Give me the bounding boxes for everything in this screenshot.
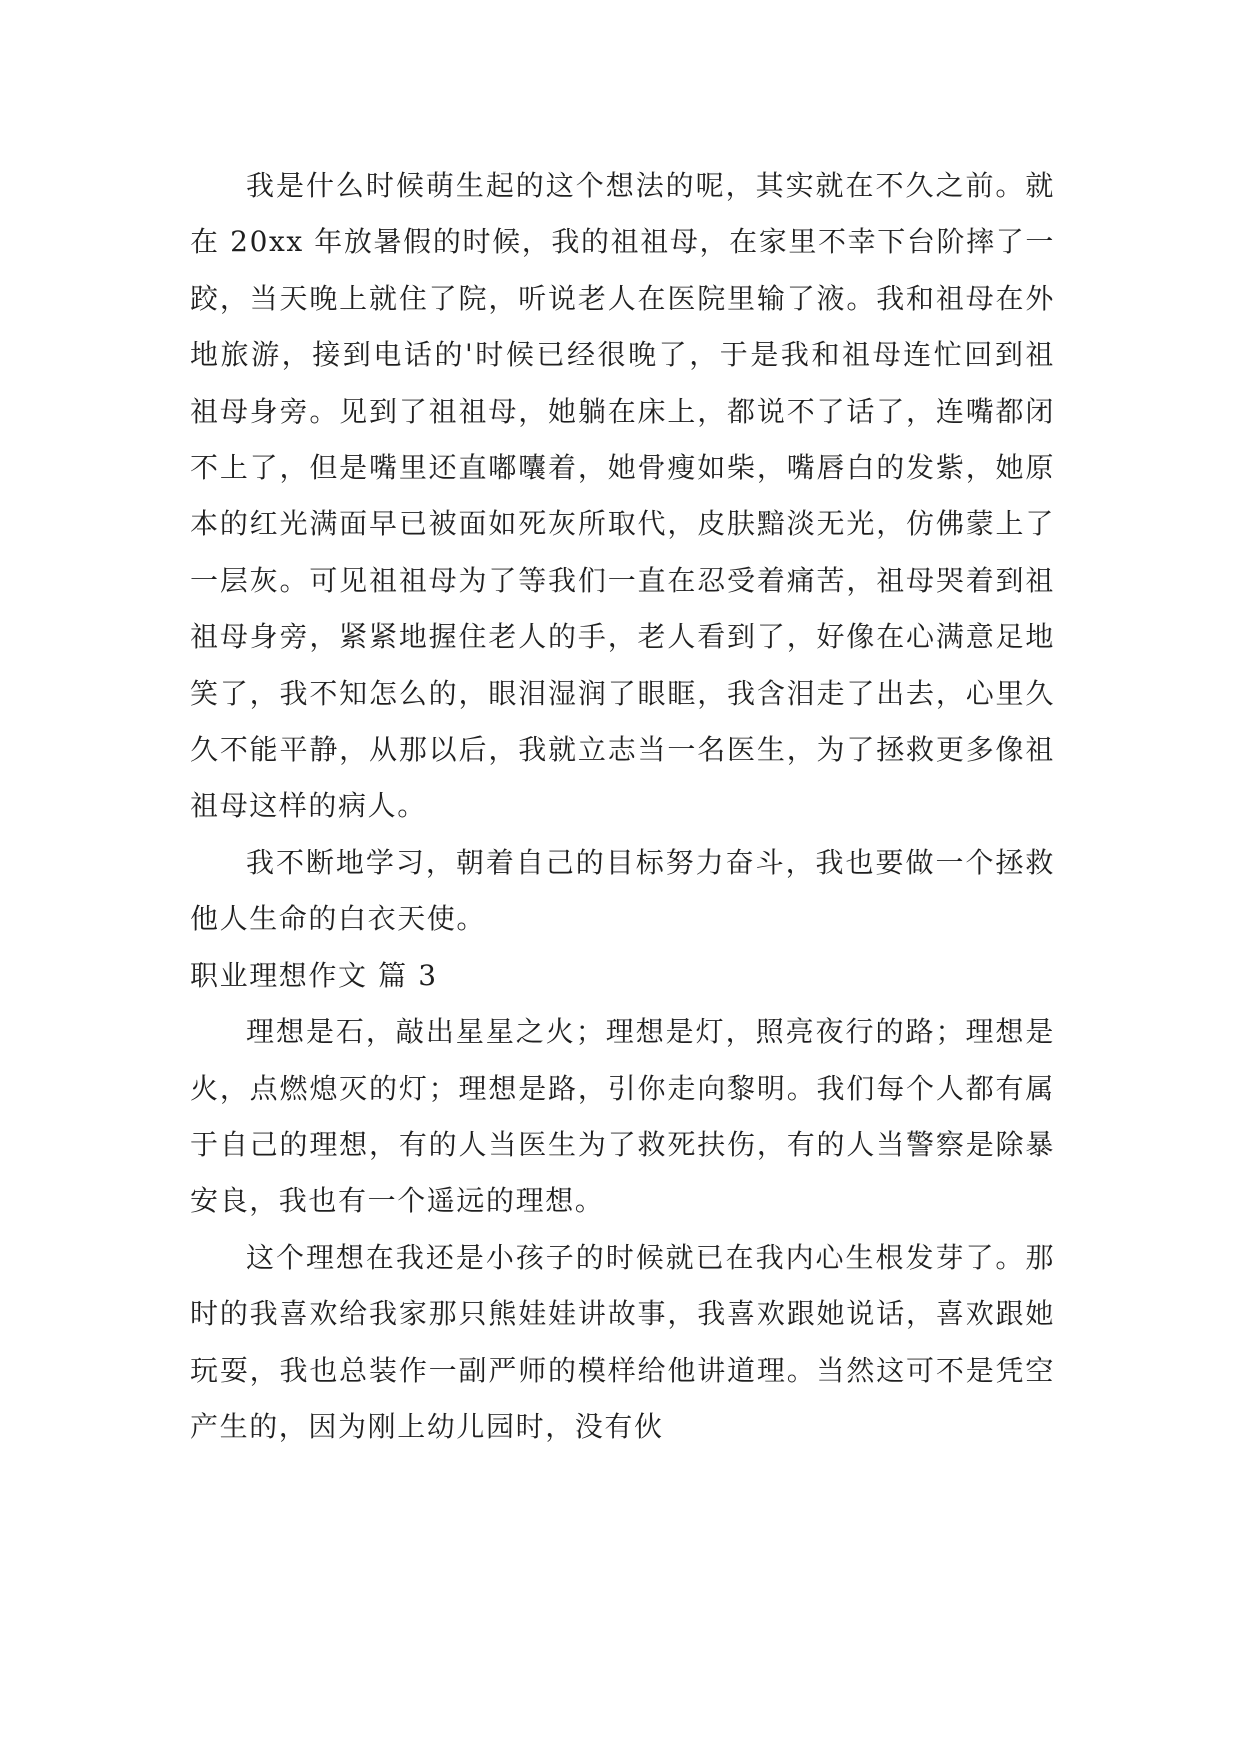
paragraph-grandmother-story: 我是什么时候萌生起的这个想法的呢，其实就在不久之前。就在 20xx 年放暑假的时候，我的祖祖母，在家里不幸下台阶摔了一跤，当天晚上就住了院，听说老人在医院里输了液。我和祖母在外地旅游，接到电话的'时候已经很晚了，于是我和祖母连忙回到祖祖母身旁。见到了祖祖母，她躺在床上，都说不了话了，连嘴都闭不上了，但是嘴里还直嘟囔着，她骨瘦如柴，嘴唇白的发紫，她原本的红光满面早已被面如死灰所取代，皮肤黯淡无光，仿佛蒙上了一层灰。可见祖祖母为了等我们一直在忍受着痛苦，祖母哭着到祖祖母身旁，紧紧地握住老人的手，老人看到了，好像在心满意足地笑了，我不知怎么的，眼泪湿润了眼眶，我含泪走了出去，心里久久不能平静，从那以后，我就立志当一名医生，为了拯救更多像祖祖母这样的病人。 xyxy=(190,169,1055,823)
document-body xyxy=(190,158,1055,1455)
paragraph-ideals-metaphor: 理想是石，敲出星星之火；理想是灯，照亮夜行的路；理想是火，点燃熄灭的灯；理想是路，引你走向黎明。我们每个人都有属于自己的理想，有的人当医生为了救死扶伤，有的人当警察是除暴安良，我也有一个遥远的理想。 xyxy=(190,1015,1055,1218)
paragraph-childhood-dream: 这个理想在我还是小孩子的时候就已在我内心生根发芽了。那时的我喜欢给我家那只熊娃娃讲故事，我喜欢跟她说话，喜欢跟她玩耍，我也总装作一副严师的模样给他讲道理。当然这可不是凭空产生的，因为刚上幼儿园时，没有伙 xyxy=(190,1240,1055,1443)
paragraph-study-goal: 我不断地学习，朝着自己的目标努力奋斗，我也要做一个拯救他人生命的白衣天使。 xyxy=(190,845,1055,936)
section-heading: 职业理想作文 篇 3 xyxy=(190,958,438,992)
